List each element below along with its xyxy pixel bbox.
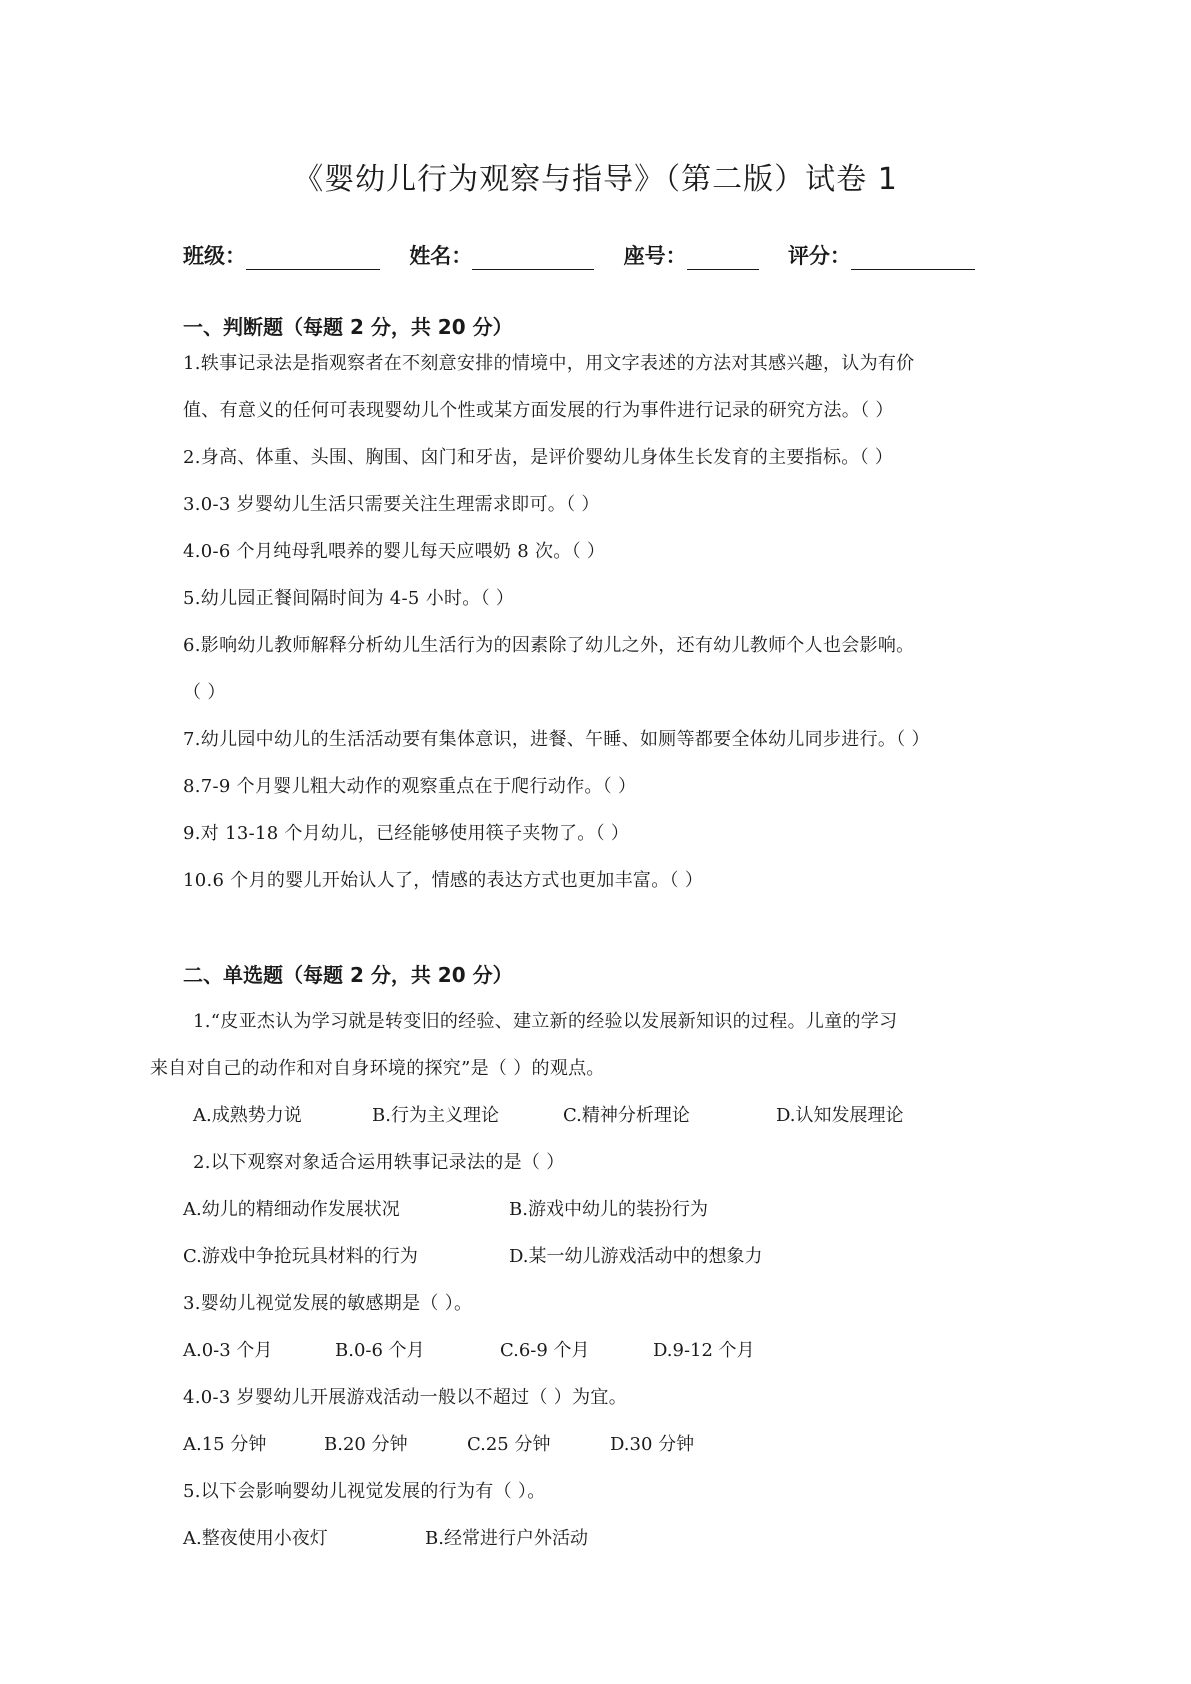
judge-q3: 3.0-3 岁婴幼儿生活只需要关注生理需求即可。（ ）: [183, 494, 600, 515]
choice-q3-option-c: C.6-9 个月: [500, 1340, 590, 1361]
judge-q5: 5.幼儿园正餐间隔时间为 4-5 小时。（ ）: [183, 588, 515, 609]
seat-blank[interactable]: [687, 245, 759, 270]
section2-heading: 二、单选题（每题 2 分，共 20 分）: [183, 963, 513, 987]
choice-q2-option-c: C.游戏中争抢玩具材料的行为: [183, 1246, 418, 1267]
score-blank[interactable]: [851, 245, 975, 270]
judge-q2: 2.身高、体重、头围、胸围、囟门和牙齿，是评价婴幼儿身体生长发育的主要指标。（ ）: [183, 447, 894, 468]
choice-q4-option-b: B.20 分钟: [324, 1434, 408, 1455]
choice-q4-option-d: D.30 分钟: [610, 1434, 695, 1455]
choice-q3-option-a: A.0-3 个月: [183, 1340, 273, 1361]
judge-q8: 8.7-9 个月婴儿粗大动作的观察重点在于爬行动作。（ ）: [183, 776, 637, 797]
choice-q4-option-c: C.25 分钟: [467, 1434, 551, 1455]
exam-title: 《婴幼儿行为观察与指导》（第二版）试卷 1: [293, 162, 898, 197]
choice-q2: 2.以下观察对象适合运用轶事记录法的是（ ）: [193, 1152, 565, 1173]
choice-q5-option-a: A.整夜使用小夜灯: [183, 1528, 328, 1549]
choice-q1-option-a: A.成熟势力说: [193, 1105, 302, 1126]
judge-q4: 4.0-6 个月纯母乳喂养的婴儿每天应喂奶 8 次。（ ）: [183, 541, 606, 562]
choice-q3: 3.婴幼儿视觉发展的敏感期是（ ）。: [183, 1293, 473, 1314]
choice-q4: 4.0-3 岁婴幼儿开展游戏活动一般以不超过（ ）为宜。: [183, 1387, 628, 1408]
choice-q5-option-b: B.经常进行户外活动: [425, 1528, 588, 1549]
judge-q1-line1: 1.轶事记录法是指观察者在不刻意安排的情境中，用文字表述的方法对其感兴趣，认为有价: [183, 353, 915, 374]
judge-q10: 10.6 个月的婴儿开始认人了，情感的表达方式也更加丰富。（ ）: [183, 870, 704, 891]
choice-q5: 5.以下会影响婴幼儿视觉发展的行为有（ ）。: [183, 1481, 546, 1502]
judge-q1-line2: 值、有意义的任何可表现婴幼儿个性或某方面发展的行为事件进行记录的研究方法。（ ）: [183, 400, 894, 421]
choice-q3-option-d: D.9-12 个月: [653, 1340, 755, 1361]
score-label: 评分：: [787, 244, 851, 268]
name-label: 姓名：: [409, 244, 473, 268]
choice-q2-option-b: B.游戏中幼儿的装扮行为: [509, 1199, 708, 1220]
judge-q6-line2: （ ）: [183, 682, 226, 703]
name-blank[interactable]: [472, 245, 594, 270]
class-label: 班级：: [183, 244, 246, 268]
choice-q1-option-c: C.精神分析理论: [563, 1105, 690, 1126]
choice-q1-option-d: D.认知发展理论: [776, 1105, 904, 1126]
seat-label: 座号：: [623, 244, 687, 268]
choice-q1-line1: 1.“皮亚杰认为学习就是转变旧的经验、建立新的经验以发展新知识的过程。儿童的学习: [193, 1011, 898, 1032]
judge-q7: 7.幼儿园中幼儿的生活活动要有集体意识，进餐、午睡、如厕等都要全体幼儿同步进行。（ ）: [183, 729, 930, 750]
judge-q6-line1: 6.影响幼儿教师解释分析幼儿生活行为的因素除了幼儿之外，还有幼儿教师个人也会影响。: [183, 635, 915, 656]
student-info-row: [183, 240, 997, 270]
choice-q4-option-a: A.15 分钟: [183, 1434, 267, 1455]
class-blank[interactable]: [246, 245, 380, 270]
judge-q9: 9.对 13-18 个月幼儿，已经能够使用筷子夹物了。（ ）: [183, 823, 630, 844]
choice-q2-option-d: D.某一幼儿游戏活动中的想象力: [509, 1246, 763, 1267]
choice-q1-line2: 来自对自己的动作和对自身环境的探究”是（ ）的观点。: [150, 1058, 605, 1079]
choice-q2-option-a: A.幼儿的精细动作发展状况: [183, 1199, 400, 1220]
section1-heading: 一、判断题（每题 2 分，共 20 分）: [183, 315, 513, 339]
choice-q1-option-b: B.行为主义理论: [372, 1105, 499, 1126]
choice-q3-option-b: B.0-6 个月: [335, 1340, 425, 1361]
